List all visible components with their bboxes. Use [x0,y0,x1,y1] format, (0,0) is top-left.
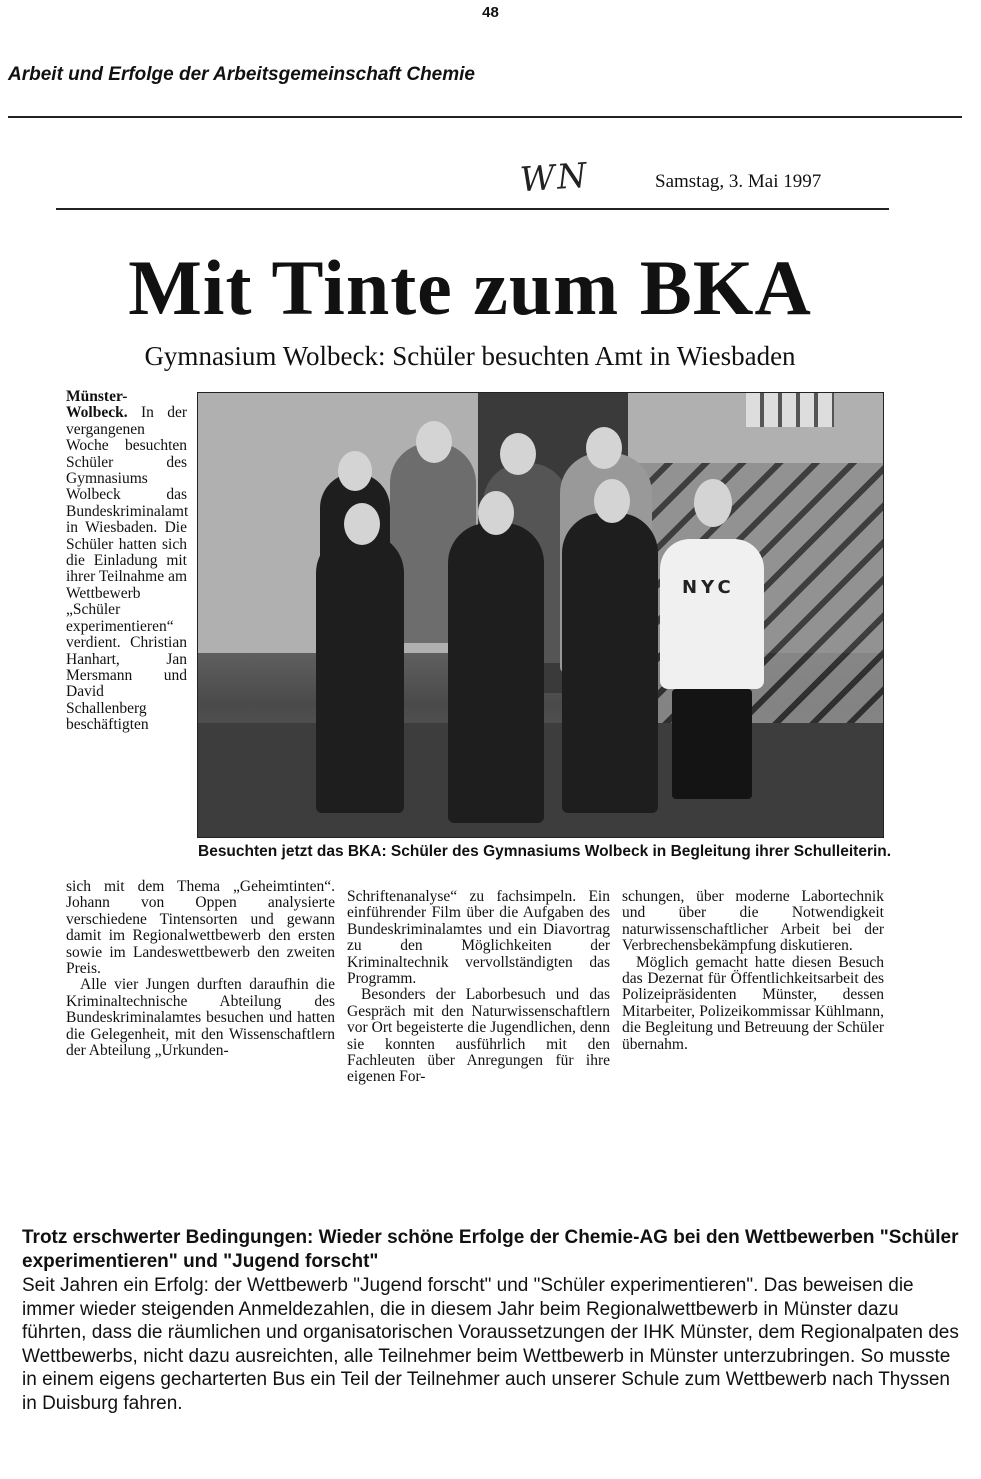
paragraph: schungen, über moderne Labortechnik und über die Notwendigkeit naturwissenschaftlicher Arbeit bei der Verbrechensbekämpfung diskutieren. [622,888,884,955]
section-header: Arbeit und Erfolge der Arbeitsgemeinschaft Chemie [8,64,475,85]
photo-shirt-text: NYC [682,577,735,598]
photo-legs [672,689,752,799]
photo-person-nyc [660,539,764,689]
subheadline: Gymnasium Wolbeck: Schüler besuchten Amt in Wiesbaden [144,341,796,371]
page-number: 48 [482,4,499,21]
photo-head [344,503,380,545]
paragraph: Schriftenanalyse“ zu fachsimpeln. Ein einführender Film über die Aufgaben des Bundeskriminalamtes und ein Diavortrag zu den Möglichkeiten der Kriminaltechnik vervollständigten das Programm. [347,888,610,988]
photo-head [594,479,630,523]
photo-head [416,421,452,463]
article-column-middle [347,889,610,1086]
article-column-right [622,889,884,1053]
photo-head [338,451,372,491]
report-heading: Trotz erschwerter Bedingungen: Wieder schöne Erfolge der Chemie-AG bei den Wettbewerben "Schüler experimentieren" und "Jugend forscht" [22,1227,959,1272]
photo-person [316,533,404,813]
report-body [22,1274,967,1416]
photo-head [500,433,536,475]
report-paragraph: Seit Jahren ein Erfolg: der Wettbewerb "Jugend forscht" und "Schüler experimentieren". Das beweisen die immer wieder steigenden Anmeldezahlen, die in diesem Jahr beim Regionalwettbewerb in Münster dazu führten, dass die räumlichen und organisatorischen Voraussetzungen der IHK Münster, dem Regionalpaten des Wettbewerbs, nicht dazu ausreichten, alle Teilnehmer beim Wettbewerb in Münster unterzubringen. So musste in einem eigens gecharterten Bus ein Teil der Teilnehmer auch unserer Schule zum Wettbewerb nach Thyssen in Duisburg fahren. [22,1275,959,1414]
handwritten-source-mark: WN [518,155,591,201]
paragraph: sich mit dem Thema „Geheimtinten“. Johann von Oppen analysierte verschiedene Tintensorten und gewann damit im Regionalwettbewerb den ersten sowie im Landeswettbewerb den zweiten Preis. [66,878,335,978]
photo-caption: Besuchten jetzt das BKA: Schüler des Gymnasiums Wolbeck in Begleitung ihrer Schulleiterin. [198,843,892,860]
photo-head [478,491,514,535]
article-column-left [66,879,335,1059]
headline: Mit Tinte zum BKA [128,244,812,331]
intro-text: In der vergangenen Woche besuchten Schüler des Gymnasiums Wolbeck das Bundeskriminalamt in Wiesbaden. Die Schüler hatten sich die Einladung mit ihrer Teilnahme am Wettbewerb „Schüler experimentieren“ verdient. Christian Hanhart, Jan Mersmann und David Schallenberg beschäftigten [66,404,189,734]
paragraph: Alle vier Jungen durften daraufhin die Kriminaltechnische Abteilung des Bundeskriminalamtes besuchen und hatten die Gelegenheit, mit den Wissenschaftlern der Abteilung „Urkunden- [66,976,335,1060]
article-photo [197,392,884,838]
dateline: Münster-Wolbeck. [66,388,128,422]
date-rule [56,208,889,210]
photo-person [448,523,544,823]
article-intro-column [66,389,187,734]
paragraph: Möglich gemacht hatte diesen Besuch das Dezernat für Öffentlichkeitsarbeit des Polizeipräsidenten Münster, dessen Mitarbeiter, Polizeikommissar Kühlmann, die Begleitung und Betreuung der Schüler übernahm. [622,953,884,1053]
photo-head [694,479,732,527]
article-date: Samstag, 3. Mai 1997 [655,171,822,192]
photo-person [562,513,658,813]
header-rule [8,116,962,118]
photo-window [746,393,834,427]
photo-head [586,427,622,469]
paragraph: Besonders der Laborbesuch und das Gespräch mit den Naturwissenschaftlern vor Ort begeisterte die Jugendlichen, denn sie konnten ausführlich mit den Fachleuten über Anregungen für ihre eigenen For- [347,986,610,1086]
